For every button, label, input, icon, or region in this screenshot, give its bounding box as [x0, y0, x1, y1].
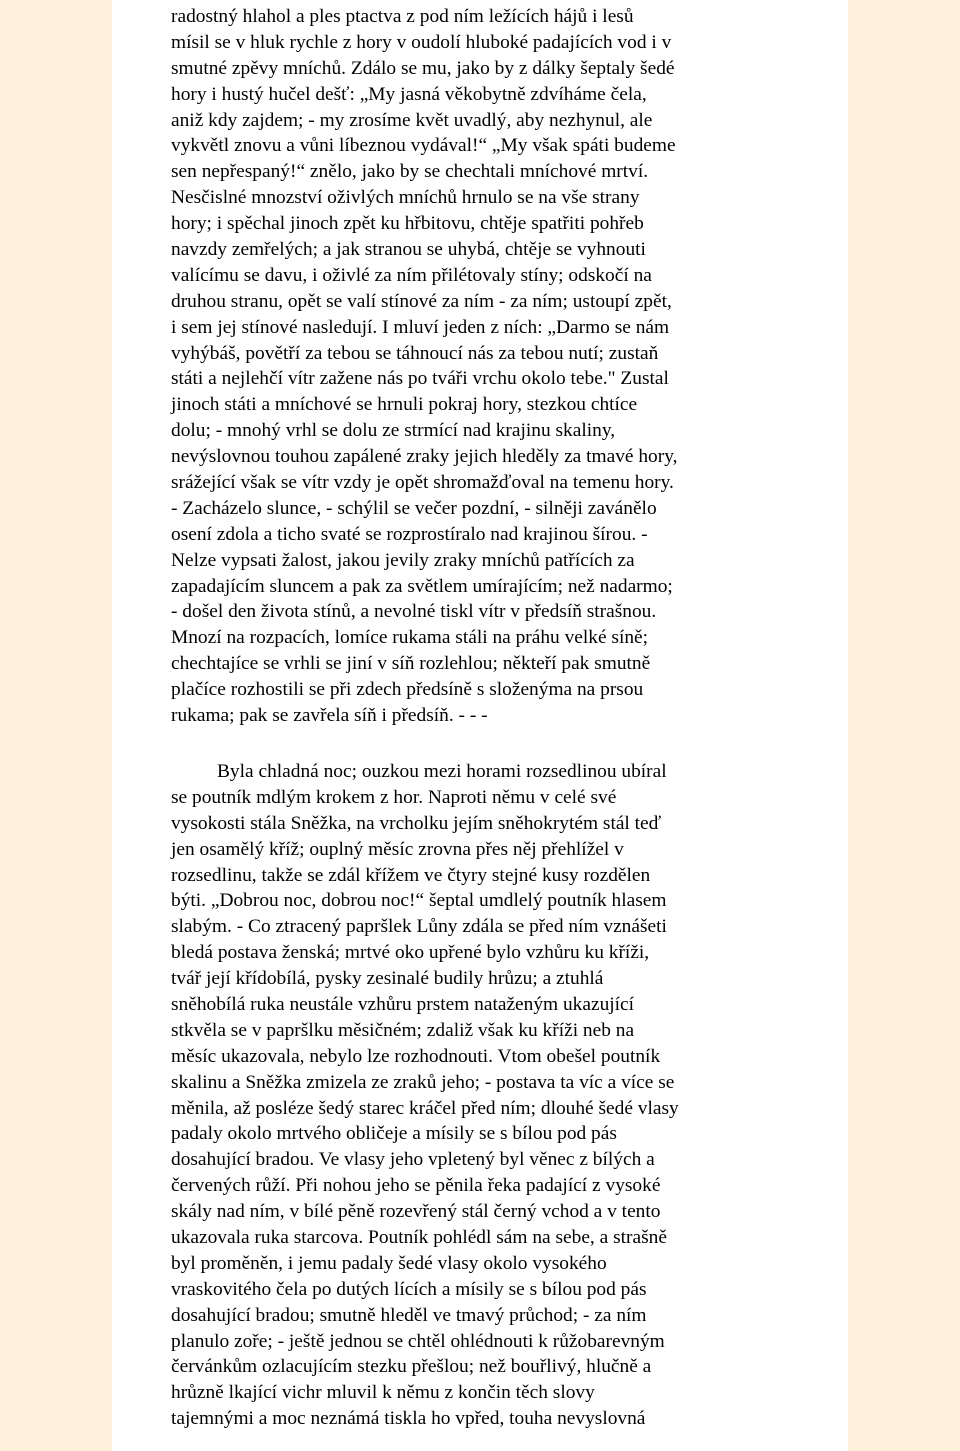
text-line: se poutník mdlým krokem z hor. Naproti němu v celé své	[171, 786, 617, 808]
text-line: slabým. - Co ztracený papršlek Lůny zdála se před ním vznášeti	[171, 916, 667, 938]
text-line: rukama; pak se zavřela síň i předsíň. - - -	[171, 705, 488, 727]
text-line: vyhýbáš, povětří za tebou se táhnoucí nás za tebou nutí; zustaň	[171, 342, 659, 364]
text-line: skalinu a Sněžka zmizela ze zraků jeho; - postava ta víc a více se	[171, 1071, 675, 1093]
text-line: planulo zoře; - ještě jednou se chtěl ohlédnouti k růžobarevným	[171, 1330, 665, 1352]
text-line: dosahující bradou; smutně hleděl ve tmavý průchod; - za ním	[171, 1304, 647, 1326]
text-line: radostný hlahol a ples ptactva z pod ním ležících hájů i lesů	[171, 6, 634, 27]
text-line: plačíce rozhostili se při zdech předsíně s složenýma na prsou	[171, 679, 644, 701]
text-line: sněhobílá ruka neustále vzhůru prstem nataženým ukazující	[171, 993, 635, 1015]
text-line: nevýslovnou touhou zapálené zraky jejich hleděly za tmavé hory,	[171, 446, 678, 468]
document-page	[112, 0, 848, 1451]
text-line: státi a nejlehčí vítr zažene nás po tváři vrchu okolo tebe." Zustal	[171, 368, 669, 390]
text-line: aniž kdy zajdem; - my zrosíme květ uvadlý, aby nezhynul, ale	[171, 109, 653, 131]
text-line: mísil se v hluk rychle z hory v oudolí hluboké padajících vod i v	[171, 31, 672, 53]
text-line: byl proměněn, i jemu padaly šedé vlasy okolo vysokého	[171, 1252, 607, 1274]
text-line: dolu; - mnohý vrhl se dolu ze strmící nad krajinu skaliny,	[171, 420, 616, 442]
text-line: srážející však se vítr vzdy je opět shromažďoval na temenu hory.	[171, 472, 674, 494]
text-line: červánkům ozlacujícím stezku přešlou; než bouřlivý, hlučně a	[171, 1356, 652, 1378]
text-line: valícímu se davu, i oživlé za ním přilétovaly stíny; odskočí na	[171, 264, 652, 286]
text-line: Nelze vypsati žalost, jakou jevily zraky mníchů patřících za	[171, 549, 635, 571]
paragraph	[171, 759, 821, 1432]
text-line: stkvěla se v papršlku měsičném; zdaliž však ku kříži neb na	[171, 1019, 635, 1041]
text-line: býti. „Dobrou noc, dobrou noc!“ šeptal umdlelý poutník hlasem	[171, 890, 667, 912]
text-line: zapadajícím sluncem a pak za světlem umírajícím; než nadarmo;	[171, 575, 673, 597]
text-line: vraskovitého čela po dutých lících a mísily se s bílou pod pás	[171, 1278, 647, 1300]
text-line: sen nepřespaný!“ znělo, jako by se chechtali mníchové mrtví.	[171, 161, 649, 183]
paragraph-gap	[171, 729, 821, 759]
text-line: hory i hustý hučel dešť: „My jasná věkobytně zdvíháme čela,	[171, 83, 647, 105]
text-line: dosahující bradou. Ve vlasy jeho vpletený byl věnec z bílých a	[171, 1149, 655, 1171]
text-line: měsíc ukazovala, nebylo lze rozhodnouti. Vtom obešel poutník	[171, 1045, 661, 1067]
text-line: chechtajíce se vrhli se jiní v síň rozlehlou; někteří pak smutně	[171, 653, 651, 675]
text-line: jen osamělý kříž; ouplný měsíc zrovna přes něj přehlížel v	[171, 838, 624, 860]
text-line: padaly okolo mrtvého obličeje a mísily se s bílou pod pás	[171, 1123, 617, 1145]
text-line: rozsedlinu, takže se zdál křížem ve čtyry stejné kusy rozdělen	[171, 864, 651, 886]
document-text	[171, 4, 821, 1432]
text-line: - došel den života stínů, a nevolné tiskl vítr v předsíň strašnou.	[171, 601, 657, 623]
text-line: červených růží. Při nohou jeho se pěnila řeka padající z vysoké	[171, 1175, 661, 1197]
text-line: Nesčislné mnozství oživlých mníchů hrnulo se na vše strany	[171, 187, 640, 209]
text-line: tvář její křídobílá, pysky zesinalé budily hrůzu; a ztuhlá	[171, 968, 604, 990]
text-line: ukazovala ruka starcova. Poutník pohlédl sám na sebe, a strašně	[171, 1226, 667, 1248]
text-line: i sem jej stínové nasledují. I mluví jeden z ních: „Darmo se nám	[171, 316, 670, 338]
text-line: skály nad ním, v bílé pěně rozevřený stál černý vchod a v tento	[171, 1201, 661, 1223]
text-line: hrůzně lkající vichr mluvil k němu z končin těch slovy	[171, 1382, 595, 1404]
paragraph	[171, 4, 821, 729]
text-line: hory; i spěchal jinoch zpět ku hřbitovu, chtěje spatřiti pohřeb	[171, 213, 644, 235]
text-line: vysokosti stála Sněžka, na vrcholku jejím sněhokrytém stál teď	[171, 812, 662, 834]
text-line: smutné zpěvy mníchů. Zdálo se mu, jako by z dálky šeptaly šedé	[171, 57, 675, 79]
text-line: jinoch státi a mníchové se hrnuli pokraj hory, stezkou chtíce	[171, 394, 638, 416]
text-line: vykvětl znovu a vůni líbeznou vydával!“ „My však spáti budeme	[171, 135, 676, 157]
text-line: druhou stranu, opět se valí stínové za ním - za ním; ustoupí zpět,	[171, 290, 672, 312]
text-line: tajemnými a moc neznámá tiskla ho vpřed, touha nevyslovná	[171, 1408, 646, 1430]
text-line: navzdy zemřelých; a jak stranou se uhybá, chtěje se vyhnouti	[171, 239, 646, 261]
text-line: osení zdola a ticho svaté se rozprostíralo nad krajinou šírou. -	[171, 523, 648, 545]
text-line: Byla chladná noc; ouzkou mezi horami rozsedlinou ubíral	[217, 760, 667, 782]
text-line: měnila, až posléze šedý starec kráčel před ním; dlouhé šedé vlasy	[171, 1097, 679, 1119]
text-line: - Zacházelo slunce, - schýlil se večer pozdní, - silněji zavánělo	[171, 497, 657, 519]
text-line: Mnozí na rozpacích, lomíce rukama stáli na práhu velké síně;	[171, 627, 649, 649]
text-line: bledá postava ženská; mrtvé oko upřené bylo vzhůru ku kříži,	[171, 942, 650, 964]
